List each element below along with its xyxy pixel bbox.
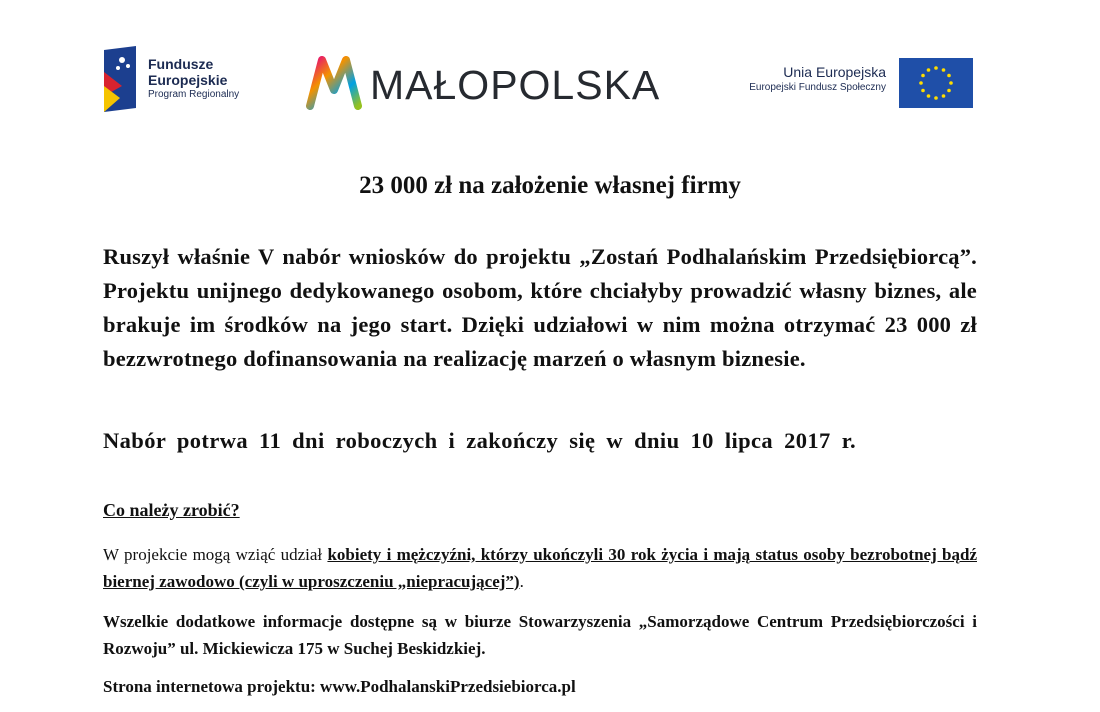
fe-line-3: Program Regionalny (148, 89, 240, 100)
deadline-paragraph: Nabór potrwa 11 dni roboczych i zakończy się w dniu 10 lipca 2017 r. (103, 428, 857, 453)
fe-line-1: Fundusze (148, 56, 214, 72)
fundusze-europejskie-logo (100, 46, 270, 114)
unia-europejska-logo (726, 56, 976, 110)
website-line: Strona internetowa projektu: www.PodhalanskiPrzedsiebiorca.pl (103, 677, 576, 696)
eligibility-paragraph (103, 541, 977, 595)
malopolska-emblem (306, 56, 362, 110)
eligibility-emphasis: kobiety i mężczyźni, którzy ukończyli 30 rok życia i mają status osoby bezrobotnej bądź biernej zawodowo (czyli w uproszczeniu „niepracującej”) (103, 545, 977, 591)
ue-line-1: Unia Europejska (783, 64, 886, 80)
eligibility-prefix: W projekcie mogą wziąć udział (103, 545, 328, 564)
fe-line-2: Europejskie (148, 72, 228, 88)
fundusze-europejskie-emblem (100, 46, 140, 112)
intro-paragraph: Ruszył właśnie V nabór wniosków do projektu „Zostań Podhalańskim Przedsiębiorcą”. Projektu unijnego dedykowanego osobom, które chciałyby prowadzić własny biznes, ale brakuje im środków na jego start. Dzięki udziałowi w nim można otrzymać 23 000 zł bezzwrotnego dofinansowania na realizację marzeń o własnym biznesie. (103, 244, 977, 371)
ue-line-2: Europejski Fundusz Społeczny (749, 82, 886, 93)
unia-europejska-text (749, 64, 886, 95)
malopolska-logo (306, 56, 686, 112)
page-title: 23 000 zł na założenie własnej firmy (359, 172, 741, 199)
eligibility-suffix: . (519, 572, 524, 591)
eu-flag-icon (899, 58, 973, 108)
info-paragraph: Wszelkie dodatkowe informacje dostępne są w biurze Stowarzyszenia „Samorządowe Centrum Przedsiębiorczości i Rozwoju” ul. Mickiewicza 175 w Suchej Beskidzkiej. (103, 612, 977, 658)
logo-bar (0, 0, 1100, 140)
section-heading: Co należy zrobić? (103, 500, 240, 520)
malopolska-wordmark: MAŁOPOLSKA (370, 62, 661, 108)
fundusze-europejskie-text (148, 56, 239, 102)
